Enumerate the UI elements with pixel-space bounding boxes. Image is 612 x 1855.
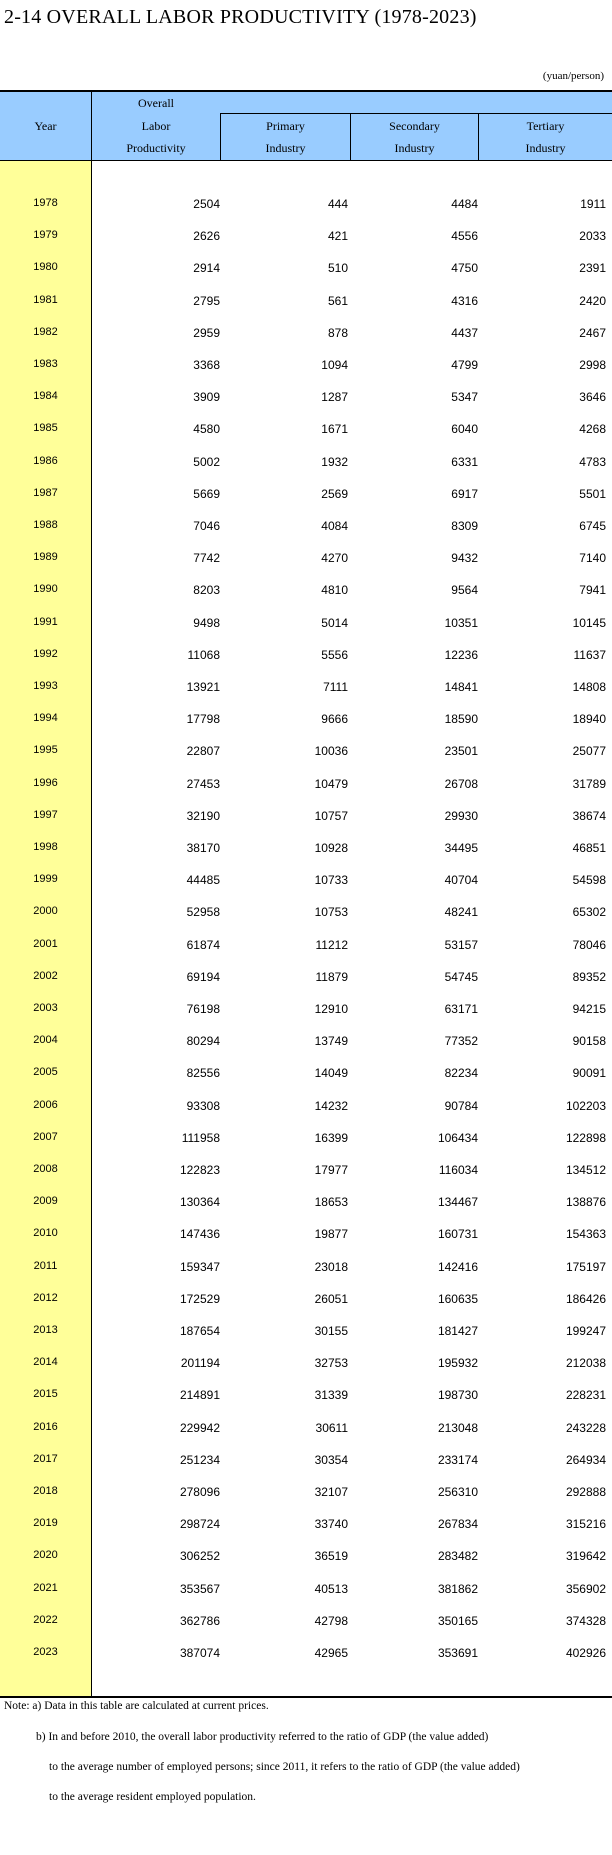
overall-cell: 201194 <box>180 1356 220 1371</box>
secondary-cell: 283482 <box>437 1549 478 1564</box>
primary-cell: 33740 <box>314 1517 348 1532</box>
primary-cell: 10757 <box>314 808 348 823</box>
year-cell: 1981 <box>33 293 58 306</box>
year-cell: 2023 <box>33 1646 58 1658</box>
secondary-cell: 26708 <box>444 776 478 791</box>
tertiary-cell: 89352 <box>572 969 606 984</box>
secondary-cell: 4799 <box>451 358 478 372</box>
primary-cell: 12910 <box>314 1002 348 1016</box>
primary-cell: 421 <box>327 229 348 244</box>
overall-cell: 5669 <box>193 486 220 501</box>
header-overall-line2: Labor <box>141 119 171 133</box>
table-row <box>0 608 612 640</box>
primary-cell: 10753 <box>314 905 348 920</box>
overall-cell: 5002 <box>193 454 220 469</box>
secondary-cell: 18590 <box>444 712 478 727</box>
overall-cell: 13921 <box>186 680 220 694</box>
tertiary-cell: 7140 <box>579 551 606 566</box>
tertiary-cell: 78046 <box>572 937 606 952</box>
secondary-cell: 4484 <box>451 197 478 211</box>
overall-cell: 4580 <box>193 422 220 437</box>
secondary-cell: 29930 <box>444 808 478 823</box>
tertiary-cell: 319642 <box>565 1549 606 1564</box>
overall-cell: 2959 <box>193 325 220 340</box>
table-row <box>0 1509 612 1541</box>
table-row <box>0 962 612 994</box>
overall-cell: 214891 <box>179 1388 220 1403</box>
note-a: Note: a) Data in this table are calculated at current prices. <box>4 1700 269 1712</box>
tertiary-cell: 14808 <box>572 680 606 694</box>
overall-cell: 32190 <box>186 808 220 823</box>
primary-cell: 14232 <box>314 1098 348 1113</box>
overall-cell: 2795 <box>193 293 220 308</box>
year-cell: 2000 <box>33 905 58 918</box>
year-cell: 1984 <box>33 390 58 403</box>
tertiary-cell: 94215 <box>572 1002 606 1016</box>
tertiary-cell: 31789 <box>572 776 606 791</box>
tertiary-cell: 5501 <box>579 486 606 501</box>
overall-cell: 44485 <box>186 873 220 888</box>
primary-cell: 40513 <box>314 1581 348 1596</box>
year-cell: 1982 <box>33 325 58 338</box>
primary-cell: 17977 <box>314 1163 348 1177</box>
note-b-line2: to the average number of employed persons; since 2011, it refers to the ratio of GDP (the value added) <box>49 1761 520 1773</box>
year-cell: 1986 <box>33 454 58 467</box>
primary-cell: 18653 <box>314 1195 348 1210</box>
tertiary-cell: 134512 <box>565 1163 606 1177</box>
header-overall-line3: Productivity <box>126 141 186 155</box>
table-title: 2-14 OVERALL LABOR PRODUCTIVITY (1978-2023) <box>4 6 477 28</box>
overall-cell: 353567 <box>179 1581 220 1596</box>
table-row <box>0 769 612 801</box>
year-cell: 1983 <box>33 358 58 370</box>
overall-cell: 93308 <box>186 1098 220 1113</box>
year-cell: 2006 <box>33 1098 58 1111</box>
table-row <box>0 1606 612 1638</box>
table-row <box>0 1058 612 1090</box>
table-row <box>0 318 612 350</box>
primary-cell: 26051 <box>314 1291 348 1306</box>
table-row <box>0 672 612 704</box>
primary-cell: 23018 <box>314 1259 348 1274</box>
primary-cell: 1671 <box>321 422 348 437</box>
year-cell: 2003 <box>33 1002 58 1014</box>
overall-cell: 17798 <box>186 712 220 727</box>
tertiary-cell: 102203 <box>565 1098 606 1113</box>
tertiary-cell: 122898 <box>565 1130 606 1145</box>
year-cell: 2020 <box>33 1549 58 1562</box>
secondary-cell: 198730 <box>437 1388 478 1403</box>
table-row <box>0 1219 612 1251</box>
year-cell: 2004 <box>33 1034 58 1047</box>
secondary-cell: 23501 <box>444 744 478 759</box>
secondary-cell: 213048 <box>437 1420 478 1435</box>
primary-cell: 444 <box>327 197 348 211</box>
primary-cell: 1287 <box>321 390 348 405</box>
secondary-cell: 6331 <box>451 454 478 469</box>
year-cell: 2011 <box>33 1259 58 1272</box>
table-row <box>0 994 612 1026</box>
tertiary-cell: 315216 <box>565 1517 606 1532</box>
primary-cell: 30354 <box>314 1452 348 1467</box>
tertiary-cell: 175197 <box>565 1259 606 1274</box>
tertiary-cell: 264934 <box>565 1452 606 1467</box>
overall-cell: 3909 <box>193 390 220 405</box>
tertiary-cell: 199247 <box>565 1324 606 1338</box>
table-row <box>0 1123 612 1155</box>
year-cell: 1988 <box>33 519 58 531</box>
tertiary-cell: 212038 <box>565 1356 606 1371</box>
primary-cell: 5556 <box>321 647 348 662</box>
primary-cell: 510 <box>327 261 348 276</box>
table-row <box>0 1155 612 1187</box>
overall-cell: 11068 <box>187 647 220 662</box>
tertiary-cell: 154363 <box>565 1227 606 1242</box>
overall-cell: 27453 <box>186 776 220 791</box>
tertiary-cell: 3646 <box>579 390 606 405</box>
table-row <box>0 1574 612 1606</box>
table-row <box>0 543 612 575</box>
overall-cell: 82556 <box>186 1066 220 1081</box>
year-cell: 2008 <box>33 1163 58 1175</box>
table-row <box>0 1091 612 1123</box>
tertiary-cell: 1911 <box>580 197 606 211</box>
primary-cell: 4810 <box>321 583 348 598</box>
secondary-cell: 48241 <box>444 905 478 920</box>
primary-cell: 16399 <box>314 1130 348 1145</box>
primary-cell: 11879 <box>315 969 348 984</box>
table-row <box>0 833 612 865</box>
year-cell: 1985 <box>33 422 58 435</box>
primary-cell: 30611 <box>315 1420 348 1435</box>
tertiary-cell: 54598 <box>572 873 606 888</box>
tertiary-cell: 25077 <box>572 744 606 759</box>
secondary-cell: 54745 <box>444 969 478 984</box>
secondary-cell: 353691 <box>437 1646 478 1660</box>
table-row <box>0 286 612 318</box>
table-row <box>0 511 612 543</box>
tertiary-cell: 2420 <box>579 293 606 308</box>
overall-cell: 2914 <box>193 261 220 276</box>
year-cell: 1979 <box>33 229 58 242</box>
table-row <box>0 350 612 382</box>
year-cell: 2001 <box>33 937 58 950</box>
primary-cell: 11212 <box>315 937 348 952</box>
primary-cell: 42965 <box>314 1646 348 1660</box>
year-cell: 2021 <box>33 1581 58 1594</box>
year-cell: 1978 <box>33 197 58 209</box>
tertiary-cell: 356902 <box>565 1581 606 1596</box>
table-row <box>0 930 612 962</box>
secondary-cell: 53157 <box>444 937 478 952</box>
table-row <box>0 1477 612 1509</box>
overall-cell: 38170 <box>186 841 220 855</box>
unit-label: (yuan/person) <box>542 70 604 82</box>
secondary-cell: 4556 <box>451 229 478 244</box>
year-cell: 2017 <box>33 1452 58 1465</box>
secondary-cell: 267834 <box>437 1517 478 1532</box>
tertiary-cell: 90158 <box>572 1034 606 1049</box>
tertiary-cell: 10145 <box>572 615 606 630</box>
table-row <box>0 575 612 607</box>
header-primary-line1: Primary <box>266 119 305 133</box>
table-row <box>0 640 612 672</box>
primary-cell: 10036 <box>314 744 348 759</box>
primary-cell: 4270 <box>321 551 348 566</box>
year-cell: 1987 <box>33 486 58 499</box>
tertiary-cell: 2391 <box>579 261 606 276</box>
secondary-cell: 4316 <box>451 293 478 308</box>
table-row <box>0 1026 612 1058</box>
header-subdivider <box>220 113 612 114</box>
table-header <box>0 90 612 161</box>
secondary-cell: 6917 <box>451 486 478 501</box>
primary-cell: 7111 <box>323 680 348 694</box>
header-tertiary-line1: Tertiary <box>526 119 565 133</box>
year-cell: 1989 <box>33 551 58 564</box>
header-overall-line1: Overall <box>138 96 174 110</box>
overall-cell: 130364 <box>179 1195 220 1210</box>
year-cell: 2018 <box>33 1485 58 1497</box>
table-row <box>0 1541 612 1573</box>
secondary-cell: 34495 <box>444 841 478 855</box>
tertiary-cell: 4268 <box>579 422 606 437</box>
secondary-cell: 350165 <box>437 1613 478 1628</box>
secondary-cell: 233174 <box>437 1452 478 1467</box>
overall-cell: 122823 <box>179 1163 220 1177</box>
year-cell: 1990 <box>33 583 58 596</box>
overall-cell: 306252 <box>179 1549 220 1564</box>
primary-cell: 4084 <box>321 519 348 533</box>
overall-cell: 387074 <box>179 1646 220 1660</box>
overall-cell: 362786 <box>179 1613 220 1628</box>
primary-cell: 32753 <box>314 1356 348 1371</box>
table-body <box>0 161 612 1698</box>
secondary-cell: 195932 <box>437 1356 478 1371</box>
tertiary-cell: 65302 <box>572 905 606 920</box>
overall-cell: 251234 <box>179 1452 220 1467</box>
tertiary-cell: 374328 <box>565 1613 606 1628</box>
table-row <box>0 382 612 414</box>
secondary-cell: 90784 <box>444 1098 478 1113</box>
year-cell: 1998 <box>33 841 58 853</box>
header-year: Year <box>34 119 57 133</box>
overall-cell: 7742 <box>193 551 220 566</box>
secondary-cell: 40704 <box>444 873 478 888</box>
primary-cell: 878 <box>327 325 348 340</box>
header-tertiary-line2: Industry <box>525 141 566 155</box>
year-cell: 2010 <box>33 1227 58 1240</box>
tertiary-cell: 7941 <box>579 583 606 598</box>
secondary-cell: 9432 <box>451 551 478 566</box>
year-cell: 2009 <box>33 1195 58 1208</box>
overall-cell: 159347 <box>179 1259 220 1274</box>
table-row <box>0 1348 612 1380</box>
primary-cell: 9666 <box>321 712 348 727</box>
year-cell: 2012 <box>33 1291 58 1304</box>
table-row <box>0 897 612 929</box>
table-row <box>0 1187 612 1219</box>
primary-cell: 2569 <box>321 486 348 501</box>
year-cell: 1980 <box>33 261 58 274</box>
primary-cell: 1094 <box>321 358 348 372</box>
secondary-cell: 12236 <box>444 647 478 662</box>
table-row <box>0 865 612 897</box>
overall-cell: 278096 <box>179 1485 220 1499</box>
table-row <box>0 1413 612 1445</box>
overall-cell: 80294 <box>186 1034 220 1049</box>
tertiary-cell: 11637 <box>573 647 606 662</box>
table-row <box>0 447 612 479</box>
table-row <box>0 1252 612 1284</box>
year-cell: 1993 <box>33 680 58 692</box>
year-cell: 2022 <box>33 1613 58 1626</box>
overall-cell: 69194 <box>186 969 220 984</box>
tertiary-cell: 2998 <box>579 358 606 372</box>
secondary-cell: 6040 <box>451 422 478 437</box>
tertiary-cell: 38674 <box>572 808 606 823</box>
tertiary-cell: 90091 <box>572 1066 606 1081</box>
header-secondary-line2: Industry <box>394 141 435 155</box>
secondary-cell: 82234 <box>444 1066 478 1081</box>
year-cell: 2015 <box>33 1388 58 1401</box>
tertiary-cell: 6745 <box>579 519 606 533</box>
note-b-line3: to the average resident employed population. <box>49 1791 256 1803</box>
table-row <box>0 479 612 511</box>
secondary-cell: 14841 <box>444 680 478 694</box>
overall-cell: 22807 <box>186 744 220 759</box>
primary-cell: 10733 <box>314 873 348 888</box>
header-primary-line2: Industry <box>265 141 306 155</box>
tertiary-cell: 4783 <box>579 454 606 469</box>
primary-cell: 32107 <box>314 1485 348 1499</box>
productivity-table <box>0 90 612 1698</box>
overall-cell: 2504 <box>193 197 220 211</box>
secondary-cell: 106434 <box>437 1130 478 1145</box>
overall-cell: 9498 <box>193 615 220 630</box>
year-cell: 1992 <box>33 647 58 660</box>
primary-cell: 13749 <box>314 1034 348 1049</box>
overall-cell: 298724 <box>179 1517 220 1532</box>
table-row <box>0 189 612 221</box>
secondary-cell: 77352 <box>444 1034 478 1049</box>
primary-cell: 30155 <box>314 1324 348 1338</box>
overall-cell: 3368 <box>193 358 220 372</box>
secondary-cell: 181427 <box>437 1324 478 1338</box>
secondary-cell: 142416 <box>437 1259 478 1274</box>
header-secondary-line1: Secondary <box>389 119 440 133</box>
secondary-cell: 63171 <box>444 1002 478 1016</box>
secondary-cell: 134467 <box>437 1195 478 1210</box>
secondary-cell: 256310 <box>437 1485 478 1499</box>
year-cell: 1996 <box>33 776 58 789</box>
overall-cell: 187654 <box>179 1324 220 1338</box>
secondary-cell: 160731 <box>437 1227 478 1242</box>
overall-cell: 7046 <box>193 519 220 533</box>
tertiary-cell: 292888 <box>565 1485 606 1499</box>
year-cell: 2019 <box>33 1517 58 1530</box>
year-cell: 1997 <box>33 808 58 821</box>
tertiary-cell: 228231 <box>565 1388 606 1403</box>
table-row <box>0 704 612 736</box>
table-row <box>0 1284 612 1316</box>
tertiary-cell: 2467 <box>579 325 606 340</box>
table-row <box>0 1445 612 1477</box>
year-cell: 2016 <box>33 1420 58 1433</box>
year-cell: 2014 <box>33 1356 58 1369</box>
primary-cell: 31339 <box>314 1388 348 1403</box>
table-row <box>0 221 612 253</box>
tertiary-cell: 138876 <box>565 1195 606 1210</box>
overall-cell: 76198 <box>186 1002 220 1016</box>
overall-cell: 2626 <box>193 229 220 244</box>
overall-cell: 8203 <box>193 583 220 598</box>
overall-cell: 61874 <box>186 937 220 952</box>
primary-cell: 561 <box>327 293 348 308</box>
secondary-cell: 160635 <box>437 1291 478 1306</box>
tertiary-cell: 243228 <box>565 1420 606 1435</box>
overall-cell: 111958 <box>181 1130 220 1145</box>
year-cell: 1999 <box>33 873 58 886</box>
primary-cell: 42798 <box>314 1613 348 1628</box>
primary-cell: 19877 <box>314 1227 348 1242</box>
table-row <box>0 1380 612 1412</box>
secondary-cell: 8309 <box>451 519 478 533</box>
year-cell: 1991 <box>33 615 58 628</box>
secondary-cell: 5347 <box>451 390 478 405</box>
year-cell: 1994 <box>33 712 58 725</box>
secondary-cell: 4437 <box>451 325 478 340</box>
year-cell: 2002 <box>33 969 58 982</box>
table-row <box>0 1638 612 1670</box>
secondary-cell: 381862 <box>437 1581 478 1596</box>
overall-cell: 229942 <box>179 1420 220 1435</box>
tertiary-cell: 186426 <box>565 1291 606 1306</box>
note-b-line1: b) In and before 2010, the overall labor productivity referred to the ratio of GDP (the value added) <box>36 1731 489 1743</box>
year-cell: 1995 <box>33 744 58 757</box>
overall-cell: 52958 <box>186 905 220 920</box>
table-row <box>0 253 612 285</box>
table-row <box>0 414 612 446</box>
table-row <box>0 801 612 833</box>
tertiary-cell: 18940 <box>572 712 606 727</box>
overall-cell: 172529 <box>179 1291 220 1306</box>
primary-cell: 10479 <box>314 776 348 791</box>
primary-cell: 36519 <box>314 1549 348 1564</box>
year-cell: 2013 <box>33 1324 58 1336</box>
primary-cell: 5014 <box>321 615 348 630</box>
primary-cell: 1932 <box>321 454 348 469</box>
secondary-cell: 9564 <box>451 583 478 598</box>
tertiary-cell: 46851 <box>572 841 606 855</box>
table-row <box>0 1316 612 1348</box>
year-cell: 2007 <box>33 1130 58 1143</box>
secondary-cell: 10351 <box>444 615 478 630</box>
table-row <box>0 736 612 768</box>
year-cell: 2005 <box>33 1066 58 1079</box>
tertiary-cell: 402926 <box>565 1646 606 1660</box>
secondary-cell: 116034 <box>438 1163 478 1177</box>
overall-cell: 147436 <box>179 1227 220 1242</box>
primary-cell: 14049 <box>314 1066 348 1081</box>
secondary-cell: 4750 <box>451 261 478 276</box>
primary-cell: 10928 <box>314 841 348 855</box>
tertiary-cell: 2033 <box>579 229 606 244</box>
